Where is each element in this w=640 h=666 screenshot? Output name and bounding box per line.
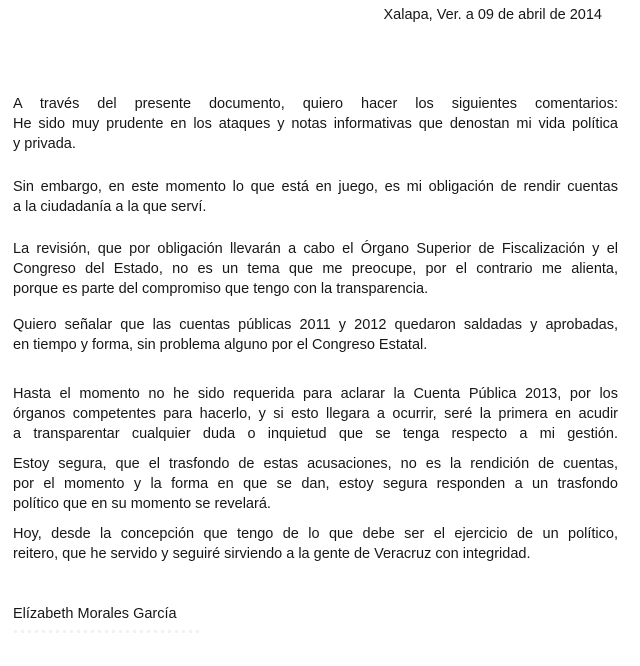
text-line: porque es parte del compromiso que tengo con la transparencia. [13, 281, 429, 297]
paragraph [13, 94, 618, 154]
text-line: y privada. [13, 136, 76, 152]
paragraph [13, 384, 618, 444]
text-line: A través del presente documento, quiero hacer los siguientes comentarios: [13, 96, 618, 112]
paragraph [13, 454, 618, 514]
text-line: órganos competentes para hacerlo, y si esto llegara a ocurrir, seré la primera en acudir [13, 406, 618, 422]
paragraph [13, 524, 618, 564]
text-line: Estoy segura, que el trasfondo de estas acusaciones, no es la rendición de cuentas, [13, 456, 618, 472]
text-line: Hoy, desde la concepción que tengo de lo que debe ser el ejercicio de un político, [13, 526, 618, 542]
text-line: He sido muy prudente en los ataques y notas informativas que denostan mi vida política [13, 116, 618, 132]
text-line: Quiero señalar que las cuentas públicas 2011 y 2012 quedaron saldadas y aprobadas, [13, 317, 618, 333]
text-line: Sin embargo, en este momento lo que está en juego, es mi obligación de rendir cuentas [13, 179, 618, 195]
text-line: por el momento y la forma en que se dan, estoy segura responden a un trasfondo [13, 476, 618, 492]
text-line: Congreso del Estado, no es un tema que me preocupe, por el contrario me alienta, [13, 261, 618, 277]
text-line: a la ciudadanía a la que serví. [13, 199, 207, 215]
paragraph [13, 177, 618, 217]
text-line: a transparentar cualquier duda o inquietud que se tenga respecto a mi gestión. [13, 426, 618, 442]
text-line: reitero, que he servido y seguiré sirviendo a la gente de Veracruz con integridad. [13, 546, 531, 562]
text-line: político que en su momento se revelará. [13, 496, 271, 512]
scan-artifact [14, 630, 199, 633]
signature-name: Elízabeth Morales García [13, 606, 177, 622]
date-line: Xalapa, Ver. a 09 de abril de 2014 [383, 7, 602, 23]
text-line: Hasta el momento no he sido requerida para aclarar la Cuenta Pública 2013, por los [13, 386, 618, 402]
text-line: en tiempo y forma, sin problema alguno por el Congreso Estatal. [13, 337, 428, 353]
text-line: La revisión, que por obligación llevarán a cabo el Órgano Superior de Fiscalización y el [13, 241, 618, 257]
paragraph [13, 315, 618, 355]
paragraph [13, 239, 618, 299]
